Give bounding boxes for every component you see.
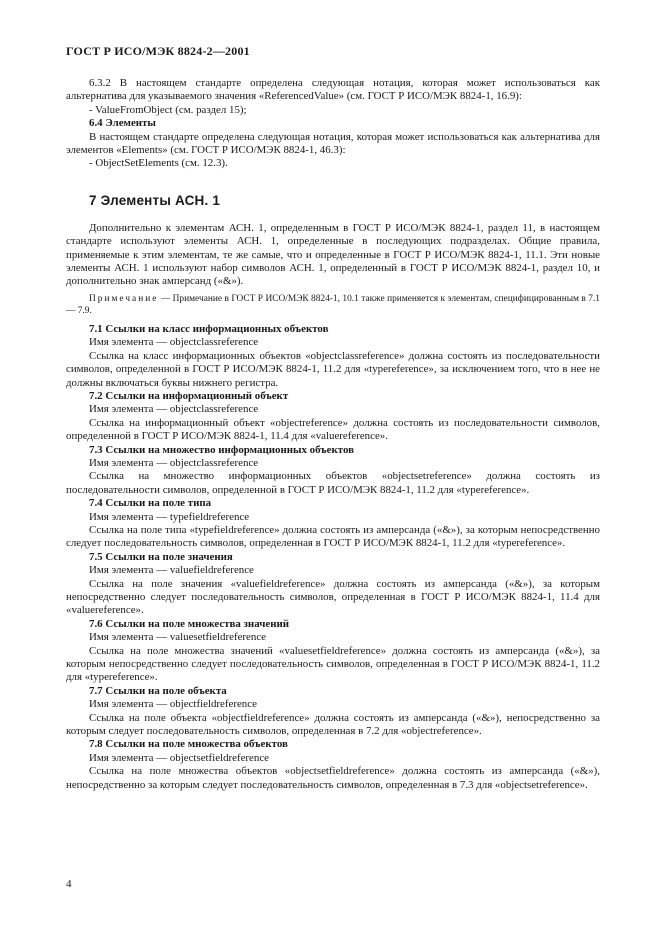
item-7-4 <box>66 497 600 551</box>
item-7-2 <box>66 390 600 444</box>
item-text: Ссылка на поле множества значений «valuesetfieldreference» должна состоять из амперсанда («&»), за которым непосредственно следует последовательность символов, определенная в ГОСТ Р ИСО/МЭК 8824-1, 11.2 для «typereference». <box>66 644 600 684</box>
document-page <box>66 44 600 792</box>
item-element-name: Имя элемента — valuefieldreference <box>89 564 254 577</box>
paragraph-6-3-2: 6.3.2 В настоящем стандарте определена следующая нотация, которая может использоваться как альтернатива для указываемого значения «ReferencedValue» (см. ГОСТ Р ИСО/МЭК 8824-1, 16.9): <box>66 77 600 103</box>
item-7-5 <box>66 551 600 618</box>
item-7-8 <box>66 738 600 792</box>
item-element-name: Имя элемента — objectclassreference <box>89 456 259 469</box>
page-number: 4 <box>66 878 72 890</box>
subsection-title-6-4: 6.4 Элементы <box>89 117 156 130</box>
item-element-name: Имя элемента — objectclassreference <box>89 403 259 416</box>
section-title-7: 7 Элементы АСН. 1 <box>89 192 221 208</box>
item-title: 7.1 Ссылки на класс информационных объектов <box>89 322 329 335</box>
item-7-6 <box>66 618 600 685</box>
item-title: 7.7 Ссылки на поле объекта <box>89 684 227 697</box>
item-text: Ссылка на поле значения «valuefieldreference» должна состоять из амперсанда («&»), за которым непосредственно следует последовательность символов, определенная в ГОСТ Р ИСО/МЭК 8824-1, 11.4 для «valuereference». <box>66 577 600 617</box>
item-7-7 <box>66 685 600 739</box>
item-text: Ссылка на поле типа «typefieldreference» должна состоять из амперсанда («&»), за которым непосредственно следует последовательность символов, определенная в ГОСТ Р ИСО/МЭК 8824-1, 11.2 для «typereference». <box>66 523 600 550</box>
item-text: Ссылка на множество информационных объектов «objectsetreference» должна состоять из последовательности символов, определенной в ГОСТ Р ИСО/МЭК 8824-1, 11.2 для «typereference». <box>66 470 600 496</box>
item-title: 7.6 Ссылки на поле множества значений <box>89 617 290 630</box>
section6-block <box>66 77 600 171</box>
item-7-1 <box>66 323 600 390</box>
item-7-3 <box>66 444 600 498</box>
running-header: ГОСТ Р ИСО/МЭК 8824-2—2001 <box>66 44 250 58</box>
item-element-name: Имя элемента — valuesetfieldreference <box>89 631 266 644</box>
item-text: Ссылка на информационный объект «objectreference» должна состоять из последовательности символов, определенной в ГОСТ Р ИСО/МЭК 8824-1, 11.4 для «valuereference». <box>66 416 600 443</box>
item-text: Ссылка на поле объекта «objectfieldreference» должна состоять из амперсанда («&»), непосредственно за которым следует последовательность символов, определенная в 7.2 для «objectreference». <box>66 711 600 738</box>
item-title: 7.4 Ссылки на поле типа <box>89 497 212 510</box>
item-element-name: Имя элемента — objectfieldreference <box>89 698 257 711</box>
item-element-name: Имя элемента — objectsetfieldreference <box>89 751 270 764</box>
item-title: 7.2 Ссылки на информационный объект <box>89 389 289 402</box>
note-text: — Примечание в ГОСТ Р ИСО/МЭК 8824-1, 10.1 также применяется к элементам, специфицированным в 7.1 — 7.9. <box>66 293 600 316</box>
item-element-name: Имя элемента — objectclassreference <box>89 336 259 349</box>
item-text: Ссылка на поле множества объектов «objectsetfieldreference» должна состоять из амперсанда («&»), непосредственно за которым следует последовательность символов, определенная в 7.3 для «objectsetreference». <box>66 765 600 791</box>
item-element-name: Имя элемента — typefieldreference <box>89 510 250 523</box>
section7-note <box>66 293 600 317</box>
section7-intro: Дополнительно к элементам АСН. 1, определенным в ГОСТ Р ИСО/МЭК 8824-1, раздел 11, в настоящем стандарте используют элементы АСН. 1, определенные в последующих подразделах. Общие правила, применяемые к этим элементам, те же самые, что и определенные в ГОСТ Р ИСО/МЭК 8824-1, 11.1. Эти новые элементы АСН. 1 используют набор символов АСН. 1, определенный в ГОСТ Р ИСО/МЭК 8824-1, раздел 10, и дополнительно знак амперсанд («&»). <box>66 221 600 288</box>
item-title: 7.8 Ссылки на поле множества объектов <box>89 738 288 751</box>
item-title: 7.5 Ссылки на поле значения <box>89 550 233 563</box>
note-label: Примечание <box>89 293 159 304</box>
paragraph-6-4: В настоящем стандарте определена следующая нотация, которая может использоваться как альтернатива для элементов «Elements» (см. ГОСТ Р ИСО/МЭК 8824-1, 46.3): <box>66 130 600 157</box>
list-item-value-from-object: - ValueFromObject (см. раздел 15); <box>89 103 247 116</box>
item-title: 7.3 Ссылки на множество информационных объектов <box>89 443 355 456</box>
item-text: Ссылка на класс информационных объектов «objectclassreference» должна состоять из последовательности символов, определенной в ГОСТ Р ИСО/МЭК 8824-1, 11.2 для «typereference», за исключением того, что в нее не должны включаться буквы нижнего регистра. <box>66 349 600 389</box>
list-item-object-set-elements: - ObjectSetElements (см. 12.3). <box>89 157 228 170</box>
